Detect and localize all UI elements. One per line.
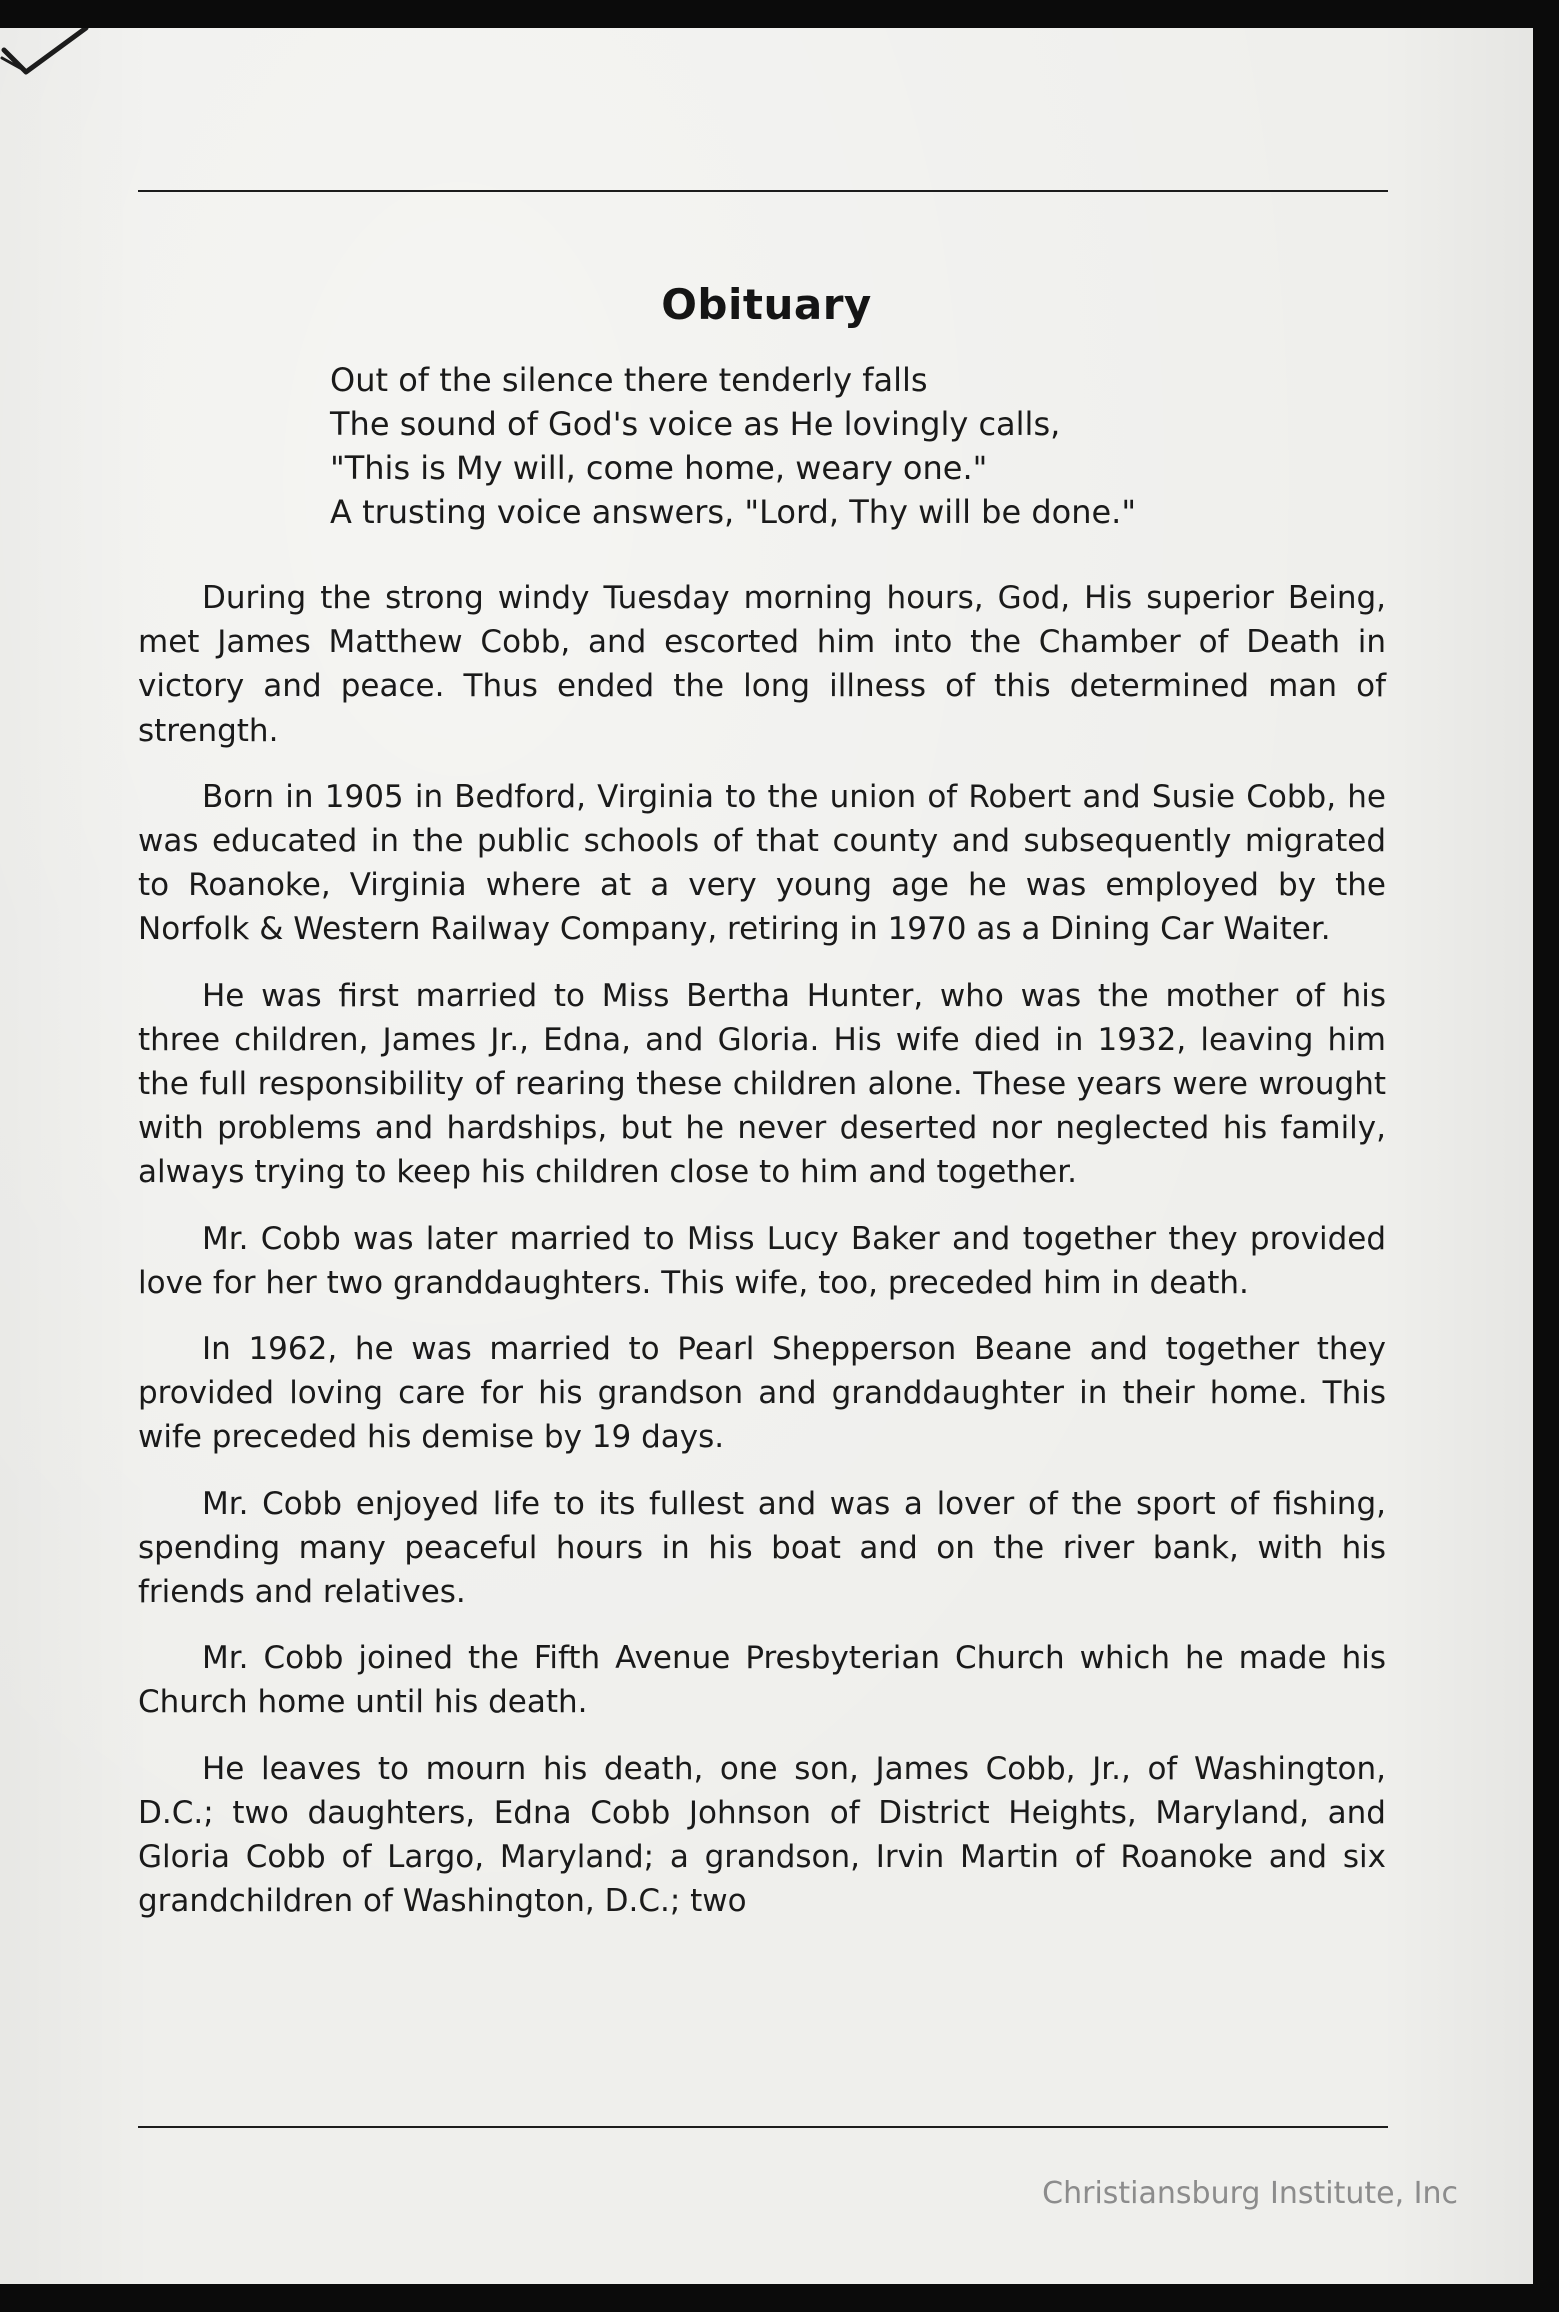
checkmark-icon xyxy=(0,28,90,98)
watermark-text: Christiansburg Institute, Inc xyxy=(1042,2176,1458,2211)
obituary-body xyxy=(138,576,1386,1945)
page-title: Obituary xyxy=(661,280,872,329)
document-page xyxy=(0,28,1533,2284)
poem-line: Out of the silence there tenderly falls xyxy=(330,361,928,399)
paragraph-church: Mr. Cobb joined the Fifth Avenue Presbyterian Church which he made his Church home until his death. xyxy=(138,1640,1386,1721)
poem-block xyxy=(330,358,1380,534)
paragraph-hobbies: Mr. Cobb enjoyed life to its fullest and was a lover of the sport of fishing, spending many peaceful hours in his boat and on the river bank, with his friends and relatives. xyxy=(138,1485,1386,1611)
paragraph-passing: During the strong windy Tuesday morning hours, God, His superior Being, met James Matthew Cobb, and escorted him into the Chamber of Death in victory and peace. Thus ended the long illness of this determined man of strength. xyxy=(138,580,1386,749)
poem-line: "This is My will, come home, weary one." xyxy=(330,449,988,487)
bottom-divider xyxy=(138,2126,1388,2128)
poem-line: A trusting voice answers, "Lord, Thy will be done." xyxy=(330,493,1137,531)
poem-line: The sound of God's voice as He lovingly calls, xyxy=(330,405,1061,443)
paragraph-survivors: He leaves to mourn his death, one son, James Cobb, Jr., of Washington, D.C.; two daughters, Edna Cobb Johnson of District Heights, Maryland, and Gloria Cobb of Largo, Maryland; a grandson, Irvin Martin of Roanoke and six grandchildren of Washington, D.C.; two xyxy=(138,1750,1386,1920)
paragraph-early-life: Born in 1905 in Bedford, Virginia to the union of Robert and Susie Cobb, he was educated in the public schools of that county and subsequently migrated to Roanoke, Virginia where at a very young age he was employed by the Norfolk & Western Railway Company, retiring in 1970 as a Dining Car Waiter. xyxy=(138,778,1386,948)
paragraph-second-marriage: Mr. Cobb was later married to Miss Lucy Baker and together they provided love for her two granddaughters. This wife, too, preceded him in death. xyxy=(138,1220,1386,1301)
paragraph-third-marriage: In 1962, he was married to Pearl Shepperson Beane and together they provided loving care for his grandson and granddaughter in their home. This wife preceded his demise by 19 days. xyxy=(138,1331,1386,1456)
paragraph-first-marriage: He was first married to Miss Bertha Hunter, who was the mother of his three children, James Jr., Edna, and Gloria. His wife died in 1932, leaving him the full responsibility of rearing these children alone. These years were wrought with problems and hardships, but he never deserted nor neglected his family, always trying to keep his children close to him and together. xyxy=(138,977,1386,1191)
top-divider xyxy=(138,190,1388,192)
